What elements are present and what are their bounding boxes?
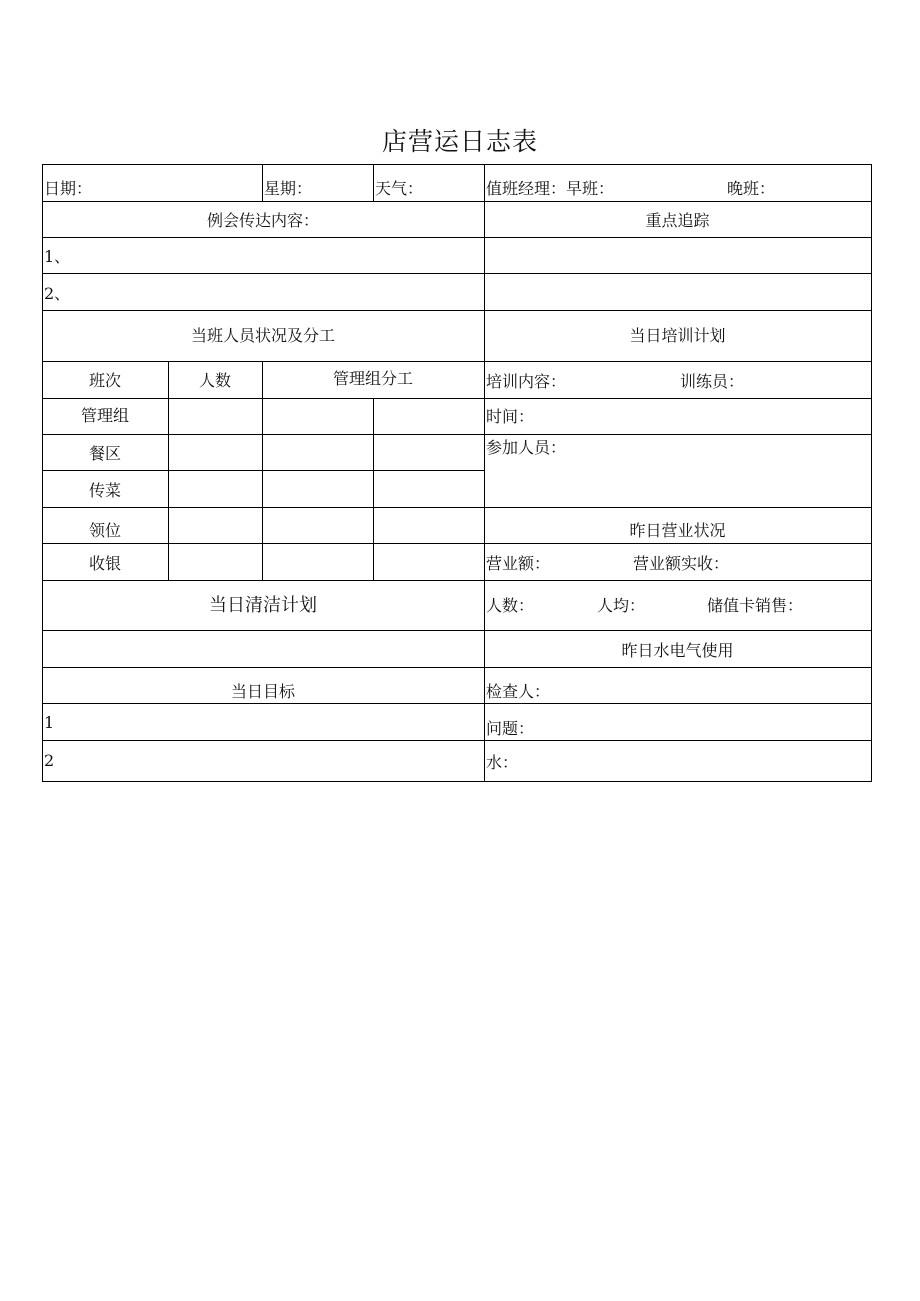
row-line	[42, 361, 872, 362]
col-line	[373, 164, 374, 201]
shift-row-host: 领位	[88, 521, 121, 540]
inspector-label: 检查人：	[486, 682, 551, 701]
tracking-label: 重点追踪	[645, 211, 710, 230]
training-participants-label: 参加人员：	[486, 438, 567, 457]
row-line	[42, 310, 872, 311]
customers-label: 人数：	[486, 596, 535, 615]
shift-row-dining: 餐区	[88, 444, 121, 463]
row-line	[42, 398, 872, 399]
cleaning-plan-label: 当日清洁计划	[209, 595, 317, 616]
row-line	[42, 543, 872, 544]
manager-morning-label: 值班经理：早班：	[486, 179, 615, 198]
col-line	[168, 361, 169, 580]
row-line	[42, 273, 872, 274]
page-title: 店营运日志表	[381, 127, 538, 156]
row-line	[42, 201, 872, 202]
per-capita-label: 人均：	[597, 596, 646, 615]
shift-row-management: 管理组	[80, 406, 129, 425]
row-line	[42, 630, 872, 631]
yesterday-business-label: 昨日营业状况	[629, 521, 726, 540]
meeting-label: 例会传达内容：	[206, 211, 319, 230]
weekday-label: 星期：	[264, 179, 313, 198]
table-border-top	[42, 164, 872, 165]
meeting-item-2: 2、	[44, 284, 71, 303]
training-section-label: 当日培训计划	[629, 326, 726, 345]
revenue-label: 营业额：	[486, 554, 551, 573]
col-line	[373, 398, 374, 580]
row-line	[42, 434, 872, 435]
goal-item-1: 1	[44, 713, 55, 732]
col-line	[262, 361, 263, 580]
row-line	[42, 703, 872, 704]
issue-label: 问题：	[486, 719, 535, 738]
center-divider	[484, 164, 485, 781]
training-time-label: 时间：	[486, 407, 535, 426]
utilities-label: 昨日水电气使用	[621, 641, 734, 660]
water-label: 水：	[486, 753, 519, 772]
training-content-label: 培训内容：	[486, 372, 567, 391]
table-border-bottom	[42, 781, 872, 782]
column-header-management: 管理组分工	[332, 369, 413, 388]
shift-row-runner: 传菜	[88, 481, 121, 500]
date-label: 日期：	[44, 179, 93, 198]
staff-section-label: 当班人员状况及分工	[190, 326, 335, 345]
table-border-right	[871, 164, 872, 781]
shift-row-cashier: 收银	[88, 554, 121, 573]
goal-item-2: 2	[44, 751, 55, 770]
column-header-headcount: 人数	[198, 371, 231, 390]
stored-card-label: 储值卡销售：	[707, 596, 804, 615]
column-header-shift: 班次	[88, 371, 121, 390]
manager-evening-label: 晚班：	[727, 179, 776, 198]
actual-revenue-label: 营业额实收：	[633, 554, 730, 573]
row-line	[42, 580, 872, 581]
row-line	[42, 237, 872, 238]
row-line	[42, 740, 872, 741]
row-line	[42, 667, 872, 668]
trainer-label: 训练员：	[680, 372, 745, 391]
meeting-item-1: 1、	[44, 247, 71, 266]
weather-label: 天气：	[375, 179, 424, 198]
row-line	[42, 507, 872, 508]
col-line	[262, 164, 263, 201]
goals-label: 当日目标	[230, 682, 295, 701]
row-line	[42, 470, 484, 471]
